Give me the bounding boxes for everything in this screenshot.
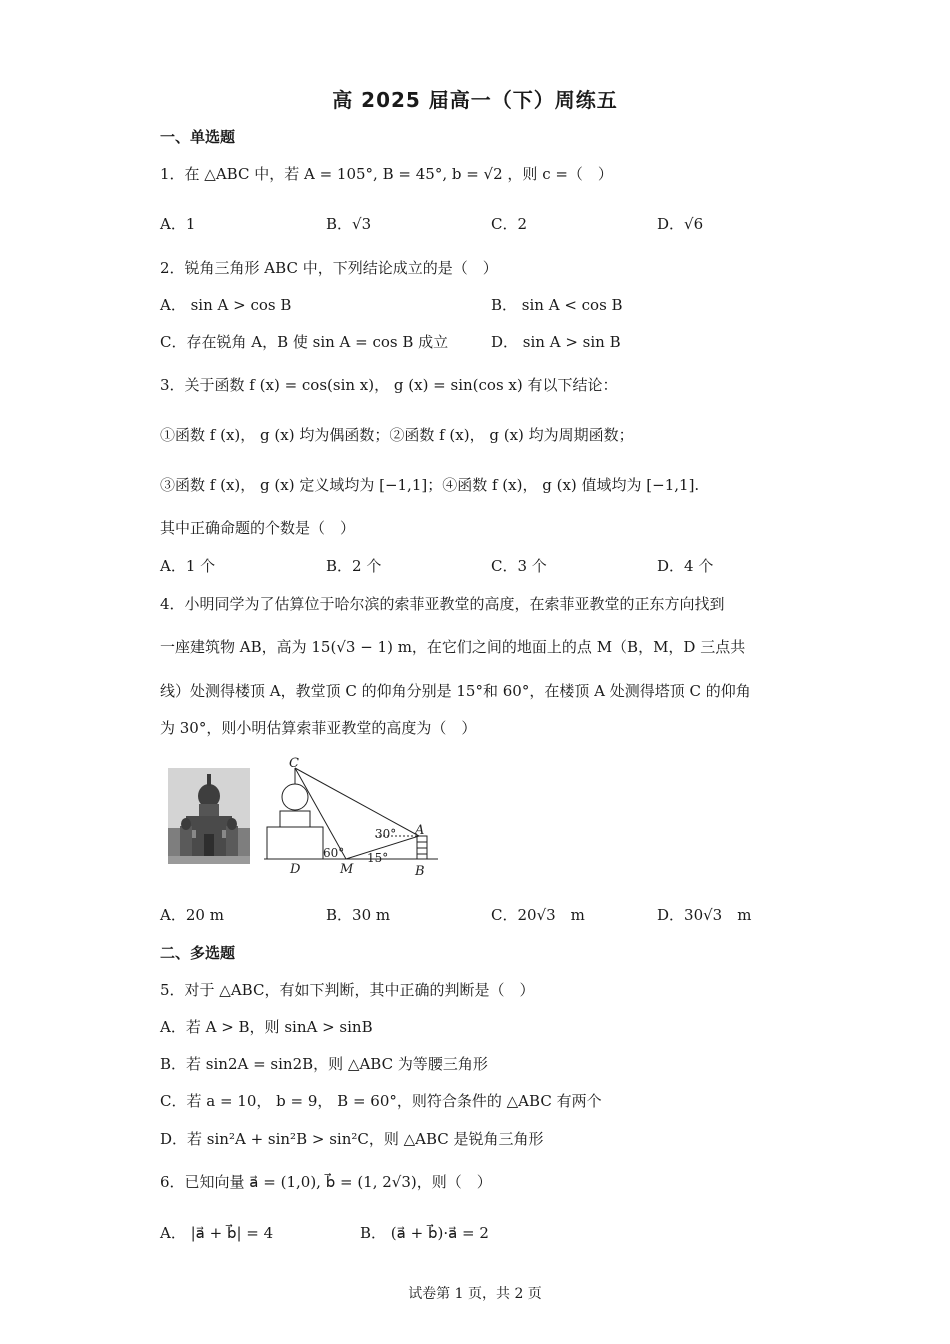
q1-option-a[interactable]: A．1 bbox=[160, 215, 196, 233]
diagram-angle-60: 60° bbox=[323, 846, 345, 860]
q5-stem: 5．对于 △ABC，有如下判断，其中正确的判断是（ ） bbox=[160, 981, 535, 999]
q5-option-b[interactable]: B．若 sin2A = sin2B，则 △ABC 为等腰三角形 bbox=[160, 1055, 488, 1073]
q4-line-4: 为 30°，则小明估算索菲亚教堂的高度为（ ） bbox=[160, 719, 477, 737]
q6-option-b[interactable]: B． (a⃗ + b⃗)·a⃗ = 2 bbox=[360, 1224, 489, 1242]
diagram-label-m: M bbox=[340, 862, 354, 877]
q6-option-a[interactable]: A． |a⃗ + b⃗| = 4 bbox=[160, 1224, 274, 1242]
q1-option-b[interactable]: B．√3 bbox=[326, 215, 372, 233]
q3-question: 其中正确命题的个数是（ ） bbox=[160, 519, 356, 537]
q1-option-d[interactable]: D．√6 bbox=[657, 215, 704, 233]
q4-option-c[interactable]: C．20√3 m bbox=[491, 906, 585, 924]
diagram-label-b: B bbox=[415, 864, 425, 878]
q4-line-2: 一座建筑物 AB，高为 15(√3 − 1) m，在它们之间的地面上的点 M（B，M，D 三点共 bbox=[160, 638, 746, 656]
q2-option-a[interactable]: A． sin A > cos B bbox=[160, 296, 292, 314]
diagram-angle-30: 30° bbox=[375, 827, 397, 841]
q5-option-d[interactable]: D．若 sin²A + sin²B > sin²C，则 △ABC 是锐角三角形 bbox=[160, 1130, 544, 1148]
q3-statement-3-4: ③函数 f (x)， g (x) 定义域均为 [−1,1]；④函数 f (x)， g (x) 值域均为 [−1,1]. bbox=[160, 476, 700, 494]
section-multi-choice: 二、多选题 bbox=[160, 944, 236, 962]
q5-option-c[interactable]: C．若 a = 10， b = 9， B = 60°，则符合条件的 △ABC 有两个 bbox=[160, 1092, 602, 1110]
q2-option-b[interactable]: B． sin A < cos B bbox=[491, 296, 623, 314]
q4-option-b[interactable]: B．30 m bbox=[326, 906, 391, 924]
q5-option-a[interactable]: A．若 A > B，则 sinA > sinB bbox=[160, 1018, 373, 1036]
q4-line-3: 线）处测得楼顶 A，教堂顶 C 的仰角分别是 15°和 60°，在楼顶 A 处测得塔顶 C 的仰角 bbox=[160, 682, 751, 700]
q3-statement-1-2: ①函数 f (x)， g (x) 均为偶函数；②函数 f (x)， g (x) 均为周期函数； bbox=[160, 426, 634, 444]
diagram-label-c: C bbox=[289, 756, 299, 771]
q3-option-a[interactable]: A．1 个 bbox=[160, 557, 216, 575]
diagram-label-a: A bbox=[415, 823, 425, 838]
page-footer: 试卷第 1 页，共 2 页 bbox=[408, 1286, 542, 1302]
q2-option-d[interactable]: D． sin A > sin B bbox=[491, 333, 621, 351]
q2-option-c[interactable]: C．存在锐角 A，B 使 sin A = cos B 成立 bbox=[160, 333, 449, 351]
section-single-choice: 一、单选题 bbox=[160, 128, 236, 146]
q3-option-b[interactable]: B．2 个 bbox=[326, 557, 382, 575]
diagram-angle-15: 15° bbox=[367, 851, 389, 865]
page-title: 高 2025 届高一（下）周练五 bbox=[332, 88, 618, 112]
q4-line-1: 4．小明同学为了估算位于哈尔滨的索菲亚教堂的高度，在索菲亚教堂的正东方向找到 bbox=[160, 595, 725, 613]
q1-stem: 1．在 △ABC 中，若 A = 105°, B = 45°, b = √2 ，则 c =（ ） bbox=[160, 165, 613, 183]
cathedral-photo bbox=[168, 768, 250, 864]
q4-option-d[interactable]: D．30√3 m bbox=[657, 906, 752, 924]
q4-option-a[interactable]: A．20 m bbox=[160, 906, 224, 924]
diagram-label-d: D bbox=[290, 862, 301, 877]
q6-stem: 6．已知向量 a⃗ = (1,0), b⃗ = (1, 2√3)，则（ ） bbox=[160, 1173, 492, 1191]
q2-stem: 2．锐角三角形 ABC 中，下列结论成立的是（ ） bbox=[160, 259, 498, 277]
q4-diagram bbox=[262, 756, 442, 878]
q1-option-c[interactable]: C．2 bbox=[491, 215, 528, 233]
q3-stem: 3．关于函数 f (x) = cos(sin x)， g (x) = sin(cos x) 有以下结论： bbox=[160, 376, 618, 394]
q3-option-d[interactable]: D．4 个 bbox=[657, 557, 714, 575]
q3-option-c[interactable]: C．3 个 bbox=[491, 557, 547, 575]
